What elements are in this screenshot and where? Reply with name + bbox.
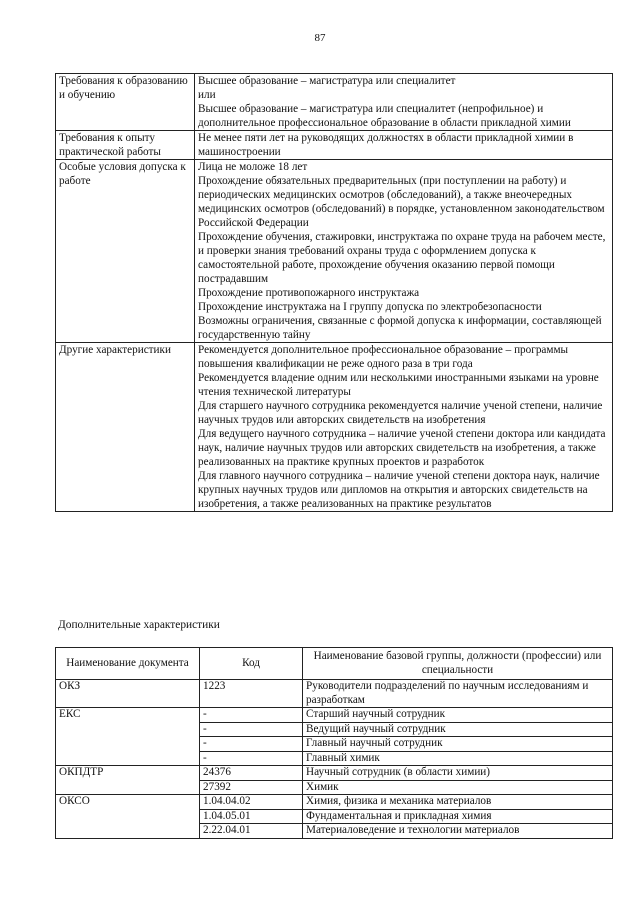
document-name-cell: ОКЗ — [56, 680, 200, 708]
document-name-cell: ЕКС — [56, 708, 200, 766]
code-cell: 27392 — [200, 780, 303, 795]
requirement-label: Другие характеристики — [56, 343, 195, 512]
document-name-cell: ОКСО — [56, 795, 200, 839]
requirement-line: Для главного научного сотрудника – наличие ученой степени доктора наук, наличие крупных научных трудов или дипломов на открытия и авторских свидетельств на изобретения, а также реализованных на практике результатов — [198, 470, 600, 510]
header-document-name: Наименование документа — [56, 648, 200, 680]
requirement-line: Рекомендуется владение одним или несколькими иностранными языками на уровне чтения технической литературы — [198, 372, 599, 398]
code-cell: - — [200, 708, 303, 723]
requirement-row — [56, 131, 613, 160]
requirement-line: Высшее образование – магистратура или специалитет (непрофильное) и дополнительное профессиональное образование в области прикладной химии — [198, 103, 571, 129]
code-cell: 1223 — [200, 680, 303, 708]
requirement-line: или — [198, 89, 216, 101]
group-name-cell: Химик — [303, 780, 613, 795]
group-name-cell: Научный сотрудник (в области химии) — [303, 766, 613, 781]
table-row — [56, 766, 613, 781]
requirement-line: Высшее образование – магистратура или специалитет — [198, 75, 456, 87]
requirement-line: Возможны ограничения, связанные с формой допуска к информации, составляющей государственную тайну — [198, 315, 602, 341]
document-name-cell: ОКПДТР — [56, 766, 200, 795]
requirement-line: Прохождение обучения, стажировки, инструктажа по охране труда на рабочем месте, и проверки знания требований охраны труда с оформлением допуска к самостоятельной работе, прохождение обучения оказанию первой помощи пострадавшим — [198, 231, 606, 285]
requirement-value — [195, 343, 613, 512]
group-name-cell: Главный научный сотрудник — [303, 737, 613, 752]
header-code: Код — [200, 648, 303, 680]
requirement-line: Лица не моложе 18 лет — [198, 161, 308, 173]
group-name-cell: Ведущий научный сотрудник — [303, 722, 613, 737]
code-cell: 2.22.04.01 — [200, 824, 303, 839]
code-cell: 1.04.04.02 — [200, 795, 303, 810]
group-name-cell: Химия, физика и механика материалов — [303, 795, 613, 810]
requirement-label: Требования к опыту практической работы — [56, 131, 195, 160]
requirement-line: Не менее пяти лет на руководящих должностях в области прикладной химии в машиностроении — [198, 132, 574, 158]
additional-characteristics-heading: Дополнительные характеристики — [58, 619, 220, 631]
code-cell: - — [200, 722, 303, 737]
group-name-cell: Фундаментальная и прикладная химия — [303, 809, 613, 824]
code-cell: - — [200, 751, 303, 766]
header-group-name: Наименование базовой группы, должности (профессии) или специальности — [303, 648, 613, 680]
page-number: 87 — [314, 32, 326, 44]
requirement-value — [195, 160, 613, 343]
requirement-row — [56, 74, 613, 131]
requirement-line: Прохождение инструктажа на I группу допуска по электробезопасности — [198, 301, 542, 313]
group-name-cell: Старший научный сотрудник — [303, 708, 613, 723]
table-row — [56, 680, 613, 708]
requirement-row — [56, 343, 613, 512]
requirement-line: Прохождение обязательных предварительных (при поступлении на работу) и периодических медицинских осмотров (обследований), а также внеочередных медицинских осмотров (обследований) в порядке, установленном законодательством Российской Федерации — [198, 175, 605, 229]
group-name-cell: Главный химик — [303, 751, 613, 766]
requirement-label: Требования к образованию и обучению — [56, 74, 195, 131]
additional-characteristics-table — [55, 647, 613, 839]
requirement-line: Для старшего научного сотрудника рекомендуется наличие ученой степени, наличие научных трудов или авторских свидетельств на изобретения — [198, 400, 603, 426]
table-row — [56, 708, 613, 723]
requirement-row — [56, 160, 613, 343]
code-cell: 24376 — [200, 766, 303, 781]
code-cell: 1.04.05.01 — [200, 809, 303, 824]
requirements-table — [55, 73, 613, 512]
requirement-line: Рекомендуется дополнительное профессиональное образование – программы повышения квалификации не реже одного раза в три года — [198, 344, 569, 370]
requirement-label: Особые условия допуска к работе — [56, 160, 195, 343]
table-header-row — [56, 648, 613, 680]
table-row — [56, 795, 613, 810]
code-cell: - — [200, 737, 303, 752]
group-name-cell: Материаловедение и технологии материалов — [303, 824, 613, 839]
requirement-value — [195, 74, 613, 131]
requirement-line: Для ведущего научного сотрудника – наличие ученой степени доктора или кандидата наук, наличие научных трудов или авторских свидетельств на изобретения, а также реализованных на практике крупных проектов и разработок — [198, 428, 606, 468]
requirement-value — [195, 131, 613, 160]
requirement-line: Прохождение противопожарного инструктажа — [198, 287, 420, 299]
group-name-cell: Руководители подразделений по научным исследованиям и разработкам — [303, 680, 613, 708]
